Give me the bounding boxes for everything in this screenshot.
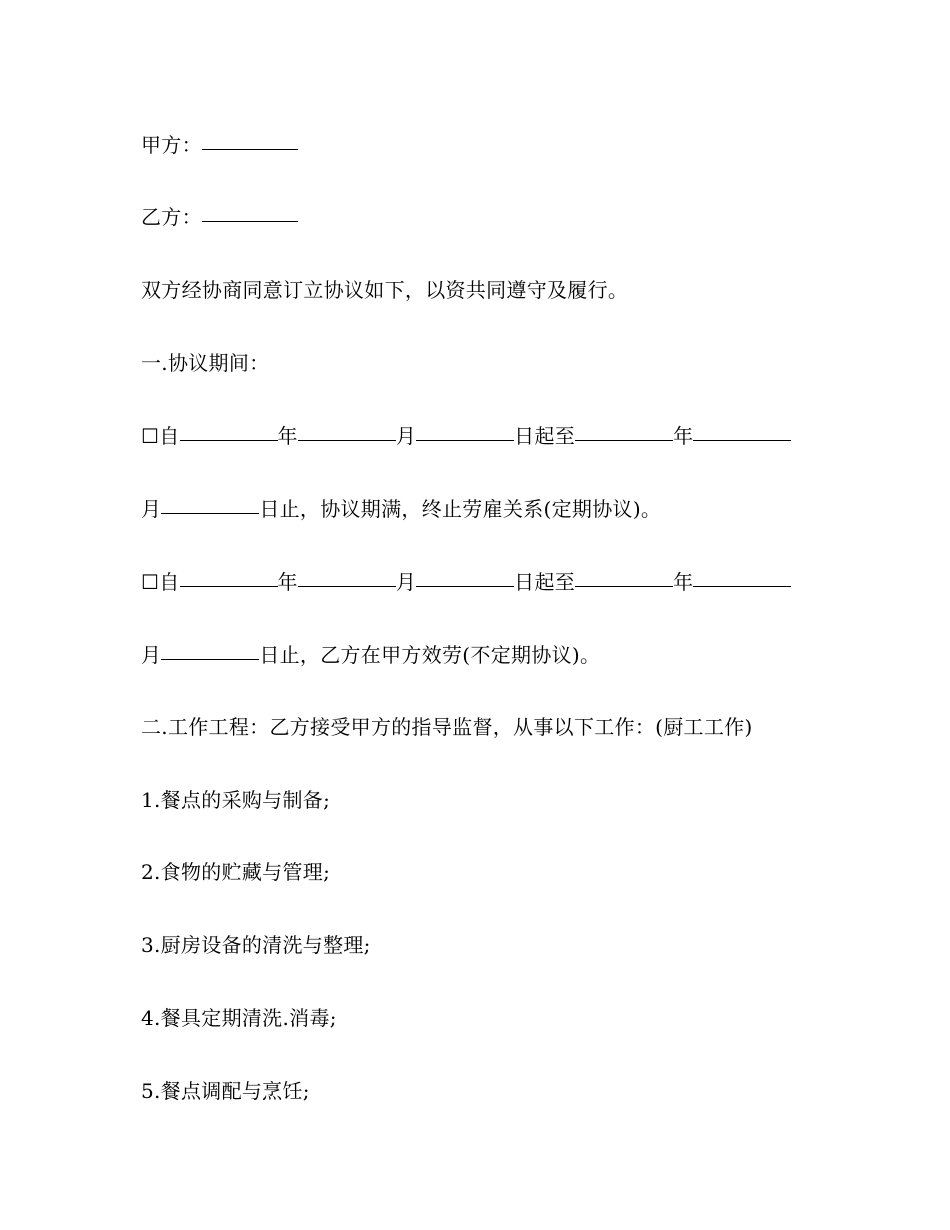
fixed-term-tail: 日止，协议期满，终止劳雇关系(定期协议)。 — [259, 497, 662, 521]
indefinite-term-line-1 — [141, 568, 791, 596]
fixed-term-line-1 — [141, 422, 791, 450]
start-month-blank[interactable] — [298, 585, 396, 587]
end-day-blank[interactable] — [161, 658, 259, 660]
end-month-blank[interactable] — [693, 439, 791, 441]
year-label: 年 — [277, 570, 298, 594]
year-label: 年 — [673, 570, 694, 594]
year-label: 年 — [673, 424, 694, 448]
month-label: 月 — [395, 424, 417, 448]
party-b-line — [141, 203, 298, 231]
duty-item: 2.食物的贮藏与管理; — [141, 860, 331, 884]
duty-item: 1.餐点的采购与制备; — [141, 788, 331, 812]
start-year-blank[interactable] — [180, 585, 278, 587]
party-a-label: 甲方： — [141, 133, 202, 157]
day-from-label: 日起至 — [514, 424, 576, 448]
day-from-label: 日起至 — [514, 570, 576, 594]
party-b-label: 乙方： — [141, 205, 202, 229]
section2-title: 二.工作工程：乙方接受甲方的指导监督，从事以下工作：(厨工工作) — [141, 715, 753, 739]
end-year-blank[interactable] — [575, 439, 673, 441]
party-a-line — [141, 131, 298, 159]
duty-item: 5.餐点调配与烹饪; — [141, 1079, 310, 1103]
duty-item: 3.厨房设备的清洗与整理; — [141, 933, 371, 957]
start-day-blank[interactable] — [416, 439, 514, 441]
indefinite-term-checkbox[interactable]: ☐ — [141, 570, 160, 594]
from-label: 自 — [159, 570, 180, 594]
party-b-blank[interactable] — [202, 220, 298, 222]
party-a-blank[interactable] — [202, 148, 298, 150]
indefinite-term-line-2 — [141, 641, 600, 669]
end-day-blank[interactable] — [161, 512, 259, 514]
fixed-term-checkbox[interactable]: ☐ — [141, 424, 160, 448]
start-day-blank[interactable] — [416, 585, 514, 587]
duty-item: 4.餐具定期清洗.消毒; — [141, 1006, 337, 1030]
fixed-term-line-2 — [141, 495, 661, 523]
section1-title: 一.协议期间： — [141, 351, 270, 375]
end-month-blank[interactable] — [693, 585, 791, 587]
from-label: 自 — [159, 424, 180, 448]
month-label: 月 — [141, 497, 162, 521]
end-year-blank[interactable] — [575, 585, 673, 587]
preamble: 双方经协商同意订立协议如下，以资共同遵守及履行。 — [141, 278, 629, 302]
start-year-blank[interactable] — [180, 439, 278, 441]
year-label: 年 — [277, 424, 298, 448]
month-label: 月 — [141, 643, 162, 667]
month-label: 月 — [395, 570, 417, 594]
start-month-blank[interactable] — [298, 439, 396, 441]
indefinite-term-tail: 日止，乙方在甲方效劳(不定期协议)。 — [259, 643, 601, 667]
